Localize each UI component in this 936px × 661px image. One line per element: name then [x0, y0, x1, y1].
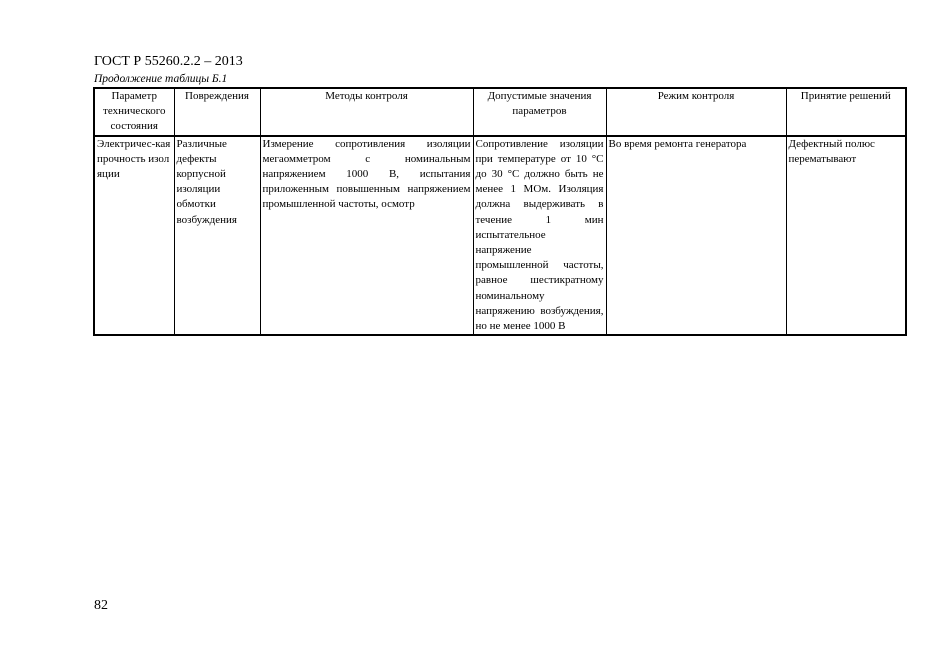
table-header-row: [94, 88, 906, 136]
column-header-method: Методы контроля: [260, 88, 473, 136]
cell-allowed-values: Сопротивление изоляции при температуре от 10 °С до 30 °С должно быть не менее 1 МОм. Изоляция должна выдерживать в течение 1 мин испытательное напряжение промышленной частоты, равное шестикратному номинальному напряжению возбуждения, но не менее 1000 В: [473, 136, 606, 336]
spec-table: [93, 87, 907, 336]
cell-method: Измерение сопротивления изоляции мегаомметром с номинальным напряжением 1000 В, испытания приложенным повышенным напряжением промышленной частоты, осмотр: [260, 136, 473, 336]
column-header-damage: Повреждения: [174, 88, 260, 136]
column-header-decision: Принятие решений: [786, 88, 906, 136]
cell-mode: Во время ремонта генератора: [606, 136, 786, 336]
cell-damage: Различные дефекты корпусной изоляции обмотки возбуждения: [174, 136, 260, 336]
cell-decision: Дефектный полюс перематывают: [786, 136, 906, 336]
column-header-mode: Режим контроля: [606, 88, 786, 136]
document-title: ГОСТ Р 55260.2.2 – 2013: [94, 54, 243, 69]
cell-parameter: Электричес-кая прочность изоляции: [94, 136, 174, 336]
column-header-parameter: Параметр технического состояния: [94, 88, 174, 136]
table-row: [94, 136, 906, 336]
table-caption: Продолжение таблицы Б.1: [94, 73, 228, 85]
column-header-allowed-values: Допустимые значения параметров: [473, 88, 606, 136]
page-number: 82: [94, 598, 108, 613]
